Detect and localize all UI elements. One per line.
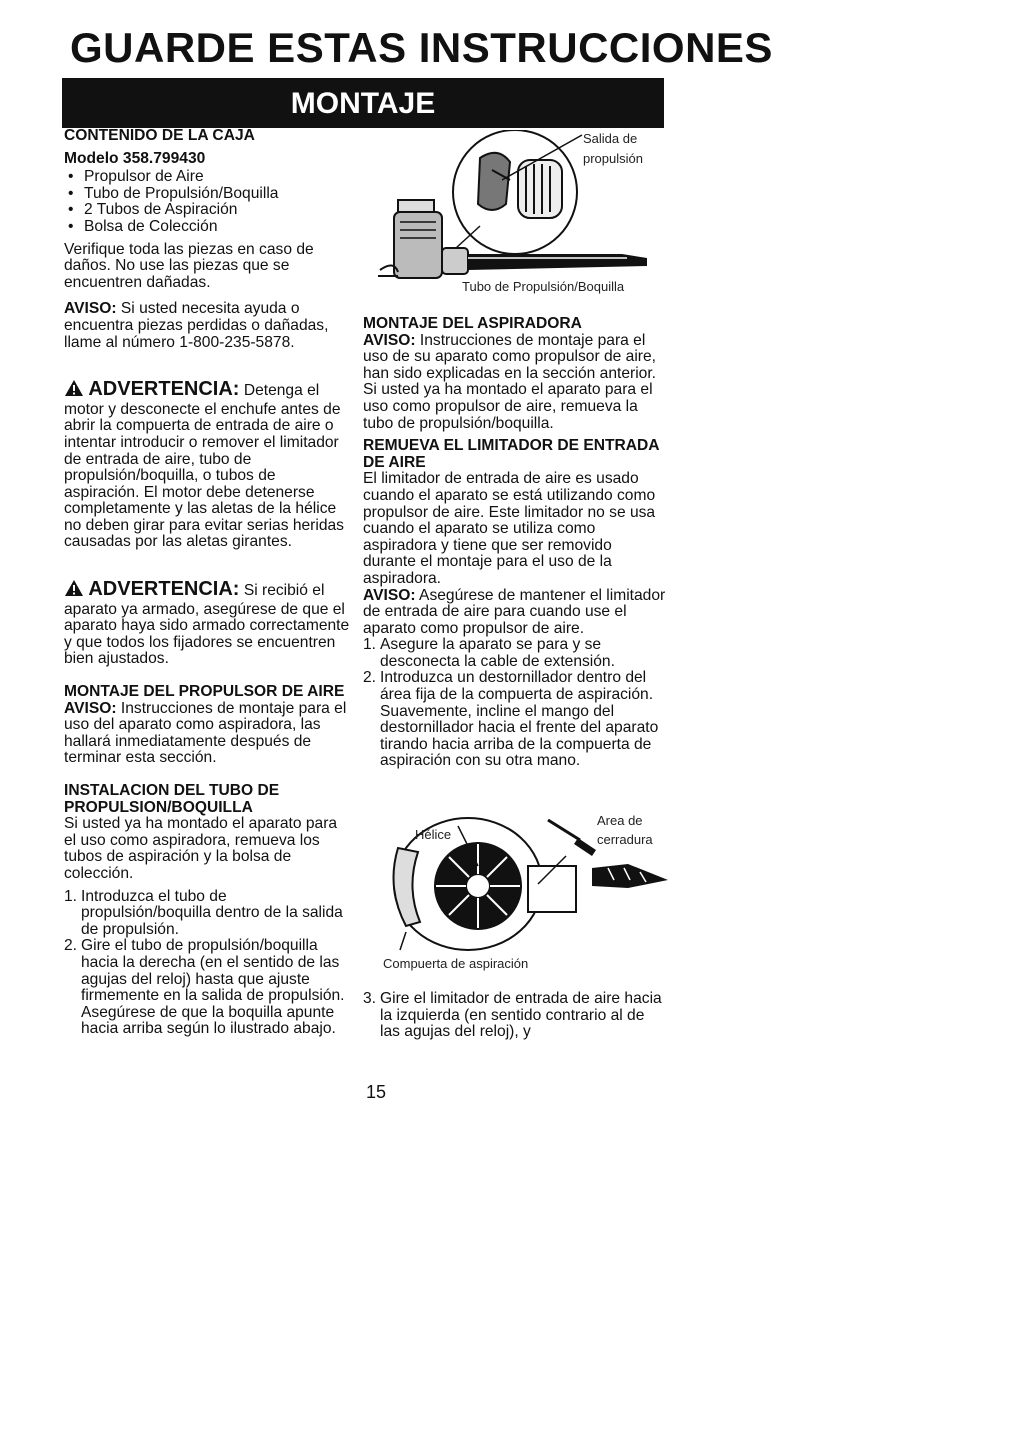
right-column bbox=[363, 316, 668, 770]
step-number: 1. bbox=[363, 636, 377, 654]
tube-installation-steps bbox=[64, 889, 352, 1038]
list-item: • Bolsa de Colección bbox=[64, 219, 352, 236]
warning-text: Detenga el motor y desconecte el enchufe antes de abrir la compuerta de entrada de aire o intentar introducir o remover el limitador de entrada de aire, tubo de propulsión/boquilla, o tubos de aspiración. El motor debe detenerse completamente y las aletas de la hélice no deben girar para evitar serias heridas causadas por las aletas girantes. bbox=[64, 382, 344, 551]
intake-door-label: Compuerta de aspiración bbox=[383, 956, 529, 971]
restrictor-text: El limitador de entrada de aire es usado cuando el aparato se está utilizando como propulsor de aire. Este limitador no se usa cuando el aparato se utiliza como aspiradora y tiene que ser removido durante el montaje para el uso de la aspiradora. bbox=[363, 470, 656, 587]
step-item bbox=[363, 991, 668, 1041]
notice-text: Si usted necesita ayuda o encuentra piezas perdidas o dañadas, llame al número 1-800-235-5878. bbox=[64, 300, 329, 351]
warning-triangle-icon bbox=[64, 579, 84, 602]
step-number: 2. bbox=[64, 937, 78, 955]
section-banner: MONTAJE bbox=[62, 78, 664, 128]
box-contents-list bbox=[64, 169, 352, 235]
step-item bbox=[64, 938, 352, 1038]
notice-text: Instrucciones de montaje para el uso del aparato como aspiradora, las hallará inmediatamente después de terminar esta sección. bbox=[64, 699, 347, 767]
vacuum-text: Si usted ya ha montado el aparato para el uso como propulsor de aire, remueva la tubo de propulsión/boquilla. bbox=[363, 381, 653, 432]
check-parts-text: Verifique toda las piezas en caso de daños. No use las piezas que se encuentren dañadas. bbox=[64, 240, 314, 291]
model-number: Modelo 358.799430 bbox=[64, 149, 206, 167]
vacuum-notice bbox=[363, 333, 668, 383]
warning-label: ADVERTENCIA: bbox=[88, 578, 240, 601]
tube-installation-heading: INSTALACION DEL TUBO DE PROPULSION/BOQUILLA bbox=[64, 782, 280, 816]
page-title: GUARDE ESTAS INSTRUCCIONES bbox=[70, 24, 773, 71]
warning-label: ADVERTENCIA: bbox=[88, 378, 240, 401]
restrictor-steps bbox=[363, 637, 668, 770]
step-number: 2. bbox=[363, 669, 377, 687]
step-text: Introduzca el tubo de propulsión/boquilla dentro de la salida de propulsión. bbox=[81, 887, 343, 938]
notice-label: AVISO: bbox=[64, 300, 117, 318]
tube-installation-intro: Si usted ya ha montado el aparato para el uso como aspiradora, remueva los tubos de aspiración y la bolsa de colección. bbox=[64, 815, 338, 882]
warning-triangle-icon bbox=[64, 379, 84, 402]
warning-preassembled bbox=[64, 579, 352, 668]
page-number: 15 bbox=[366, 1082, 387, 1102]
step-number: 1. bbox=[64, 887, 78, 905]
list-item: • 2 Tubos de Aspiración bbox=[64, 202, 352, 219]
restrictor-notice bbox=[363, 588, 668, 638]
outlet-label-line1: Salida de bbox=[583, 131, 638, 146]
notice-label: AVISO: bbox=[64, 699, 117, 717]
notice-label: AVISO: bbox=[363, 586, 416, 604]
warning-stop-motor bbox=[64, 379, 352, 551]
notice-text: Instrucciones de montaje para el uso de su aparato como propulsor de aire, han sido explicadas en la sección anterior. bbox=[363, 331, 656, 382]
blower-assembly-heading: MONTAJE DEL PROPULSOR DE AIRE bbox=[64, 683, 345, 701]
restrictor-steps-continued bbox=[363, 991, 668, 1041]
remove-restrictor-heading: REMUEVA EL LIMITADOR DE ENTRADA DE AIRE bbox=[363, 437, 659, 471]
step-text: Asegure la aparato se para y se desconecta la cable de extensión. bbox=[380, 636, 615, 670]
notice-label: AVISO: bbox=[363, 331, 416, 349]
step-item bbox=[363, 670, 668, 770]
step-item bbox=[64, 889, 352, 939]
step-text: Introduzca un destornillador dentro del área fija de la compuerta de aspiración. Suavemente, incline el mango del destornillador hacia el frente del aparato tirando hacia arriba de la compuerta de aspiración con su otra mano. bbox=[380, 669, 659, 770]
step-number: 3. bbox=[363, 990, 377, 1007]
help-notice bbox=[64, 301, 352, 351]
impeller-label: Hélice bbox=[415, 827, 452, 842]
lock-area-label-line2: cerradura bbox=[597, 832, 653, 847]
vacuum-assembly-heading: MONTAJE DEL ASPIRADORA bbox=[363, 315, 582, 332]
notice-text: Asegúrese de mantener el limitador de entrada de aire para cuando use el aparato como propulsor de aire. bbox=[363, 586, 666, 637]
blower-notice bbox=[64, 701, 352, 767]
right-column-continued bbox=[363, 991, 668, 1041]
lock-area-label-line1: Area de bbox=[597, 813, 643, 828]
list-item: • Propulsor de Aire bbox=[64, 169, 352, 186]
left-column bbox=[64, 128, 352, 1038]
step-item bbox=[363, 637, 668, 670]
tube-label: Tubo de Propulsión/Boquilla bbox=[462, 279, 625, 294]
warning-text: Si recibió el aparato ya armado, asegúrese de que el aparato haya sido armado correctamente y que todos los fijadores se encuentren bien ajustados. bbox=[64, 582, 350, 668]
list-item: • Tubo de Propulsión/Boquilla bbox=[64, 186, 352, 203]
step-text: Gire el limitador de entrada de aire hacia la izquierda (en sentido contrario al de las agujas del reloj), y bbox=[380, 990, 662, 1041]
step-text: Gire el tubo de propulsión/boquilla hacia la derecha (en el sentido de las agujas del reloj) hasta que ajuste firmemente en la salida de propulsión. Asegúrese de que la boquilla apunte hacia arriba según lo ilustrado abajo. bbox=[81, 937, 345, 1038]
outlet-label-line2: propulsión bbox=[583, 151, 643, 166]
box-contents-heading: CONTENIDO DE LA CAJA bbox=[64, 127, 255, 144]
